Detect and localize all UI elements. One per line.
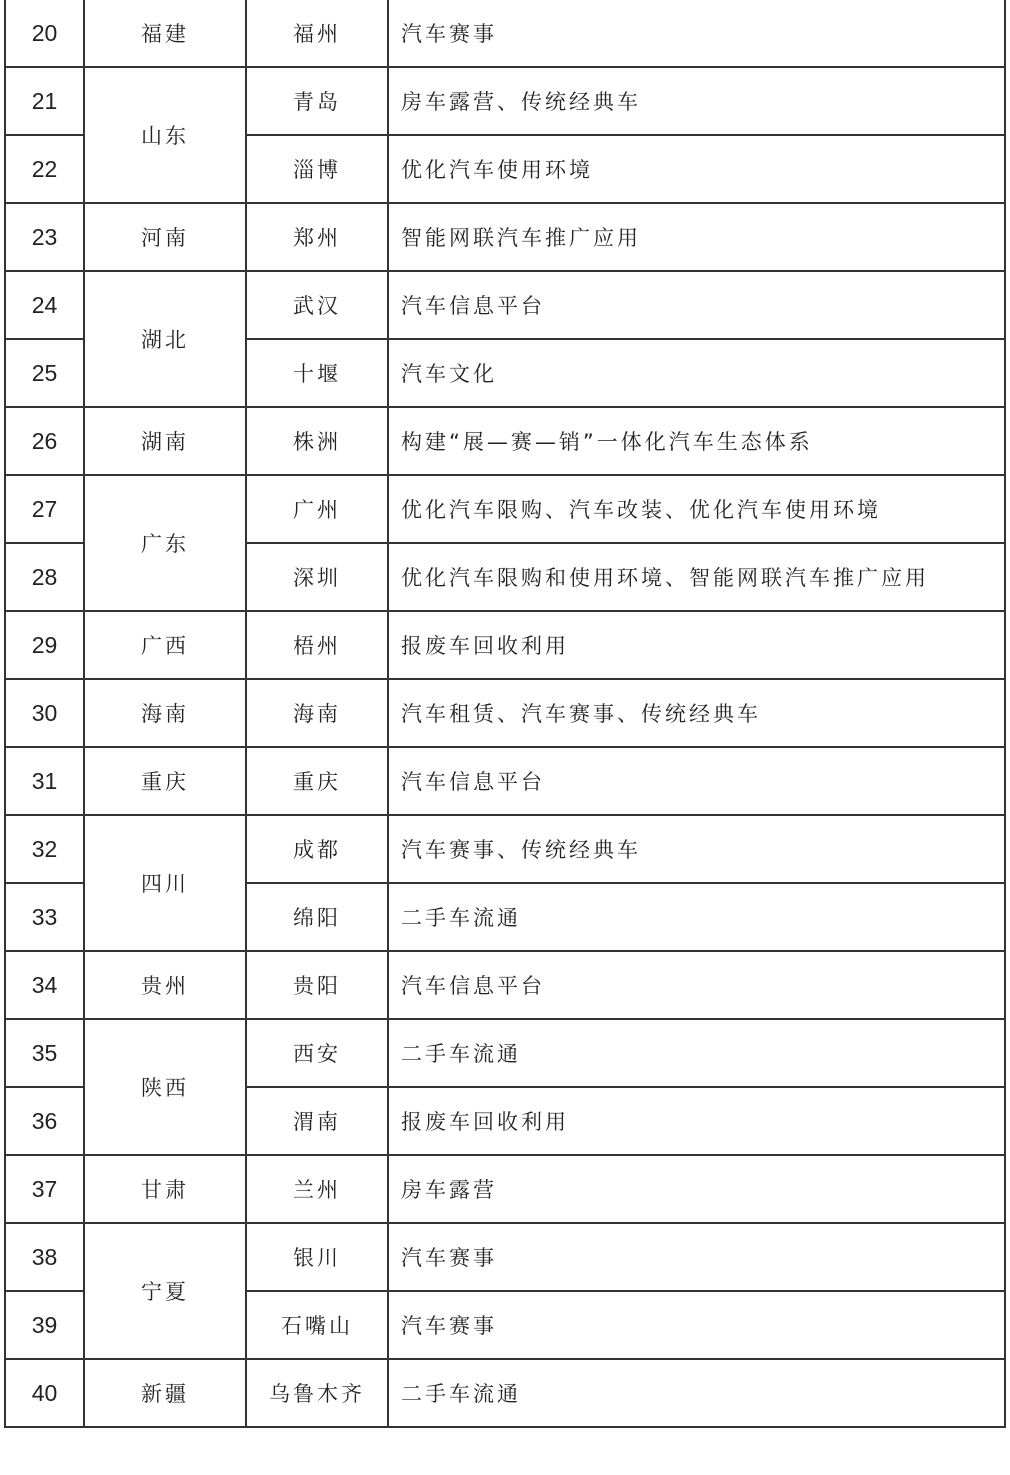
pilot-content-cell: 二手车流通 [388, 1019, 1005, 1087]
pilot-content-cell: 优化汽车限购和使用环境、智能网联汽车推广应用 [388, 543, 1005, 611]
province-cell: 山东 [84, 67, 246, 203]
city-cell: 株洲 [246, 407, 388, 475]
province-cell: 新疆 [84, 1359, 246, 1427]
row-number-cell: 40 [5, 1359, 84, 1427]
table-row [5, 1019, 1005, 1087]
city-cell: 福州 [246, 0, 388, 67]
city-cell: 广州 [246, 475, 388, 543]
pilot-content-cell: 二手车流通 [388, 1359, 1005, 1427]
row-number-cell: 33 [5, 883, 84, 951]
pilot-content-cell: 汽车信息平台 [388, 951, 1005, 1019]
pilot-content-cell: 汽车信息平台 [388, 271, 1005, 339]
city-cell: 贵阳 [246, 951, 388, 1019]
table-row [5, 0, 1005, 67]
pilot-content-cell: 房车露营 [388, 1155, 1005, 1223]
city-cell: 武汉 [246, 271, 388, 339]
city-cell: 渭南 [246, 1087, 388, 1155]
row-number-cell: 20 [5, 0, 84, 67]
table-row [5, 951, 1005, 1019]
row-number-cell: 32 [5, 815, 84, 883]
city-cell: 乌鲁木齐 [246, 1359, 388, 1427]
row-number-cell: 38 [5, 1223, 84, 1291]
province-cell: 福建 [84, 0, 246, 67]
pilot-content-cell: 汽车信息平台 [388, 747, 1005, 815]
row-number-cell: 34 [5, 951, 84, 1019]
city-cell: 十堰 [246, 339, 388, 407]
pilot-content-cell: 智能网联汽车推广应用 [388, 203, 1005, 271]
pilot-content-cell: 二手车流通 [388, 883, 1005, 951]
table-row [5, 747, 1005, 815]
row-number-cell: 35 [5, 1019, 84, 1087]
city-cell: 绵阳 [246, 883, 388, 951]
row-number-cell: 37 [5, 1155, 84, 1223]
table-row [5, 611, 1005, 679]
pilot-content-cell: 优化汽车使用环境 [388, 135, 1005, 203]
pilot-content-cell: 汽车赛事 [388, 1291, 1005, 1359]
province-cell: 重庆 [84, 747, 246, 815]
row-number-cell: 31 [5, 747, 84, 815]
province-cell: 河南 [84, 203, 246, 271]
row-number-cell: 26 [5, 407, 84, 475]
province-cell: 海南 [84, 679, 246, 747]
table-row [5, 475, 1005, 543]
pilot-cities-table [4, 0, 1006, 1428]
pilot-content-cell: 报废车回收利用 [388, 1087, 1005, 1155]
row-number-cell: 25 [5, 339, 84, 407]
province-cell: 贵州 [84, 951, 246, 1019]
province-cell: 宁夏 [84, 1223, 246, 1359]
row-number-cell: 27 [5, 475, 84, 543]
province-cell: 陕西 [84, 1019, 246, 1155]
table-row [5, 203, 1005, 271]
table-row [5, 407, 1005, 475]
city-cell: 重庆 [246, 747, 388, 815]
pilot-content-cell: 汽车文化 [388, 339, 1005, 407]
pilot-content-cell: 构建“展—赛—销”一体化汽车生态体系 [388, 407, 1005, 475]
city-cell: 梧州 [246, 611, 388, 679]
table-row [5, 1359, 1005, 1427]
province-cell: 湖北 [84, 271, 246, 407]
city-cell: 成都 [246, 815, 388, 883]
pilot-content-cell: 报废车回收利用 [388, 611, 1005, 679]
province-cell: 广西 [84, 611, 246, 679]
row-number-cell: 22 [5, 135, 84, 203]
province-cell: 四川 [84, 815, 246, 951]
table-row [5, 67, 1005, 135]
row-number-cell: 30 [5, 679, 84, 747]
row-number-cell: 24 [5, 271, 84, 339]
row-number-cell: 28 [5, 543, 84, 611]
pilot-content-cell: 汽车赛事 [388, 1223, 1005, 1291]
table-row [5, 271, 1005, 339]
city-cell: 石嘴山 [246, 1291, 388, 1359]
pilot-content-cell: 房车露营、传统经典车 [388, 67, 1005, 135]
row-number-cell: 36 [5, 1087, 84, 1155]
row-number-cell: 21 [5, 67, 84, 135]
table-row [5, 1155, 1005, 1223]
city-cell: 银川 [246, 1223, 388, 1291]
pilot-content-cell: 汽车赛事、传统经典车 [388, 815, 1005, 883]
city-cell: 郑州 [246, 203, 388, 271]
row-number-cell: 29 [5, 611, 84, 679]
row-number-cell: 39 [5, 1291, 84, 1359]
province-cell: 湖南 [84, 407, 246, 475]
table-row [5, 1223, 1005, 1291]
row-number-cell: 23 [5, 203, 84, 271]
province-cell: 甘肃 [84, 1155, 246, 1223]
table-row [5, 815, 1005, 883]
city-cell: 兰州 [246, 1155, 388, 1223]
city-cell: 淄博 [246, 135, 388, 203]
table-row [5, 679, 1005, 747]
table-body [5, 0, 1005, 1427]
city-cell: 海南 [246, 679, 388, 747]
city-cell: 西安 [246, 1019, 388, 1087]
city-cell: 深圳 [246, 543, 388, 611]
pilot-content-cell: 汽车赛事 [388, 0, 1005, 67]
pilot-content-cell: 优化汽车限购、汽车改装、优化汽车使用环境 [388, 475, 1005, 543]
pilot-content-cell: 汽车租赁、汽车赛事、传统经典车 [388, 679, 1005, 747]
province-cell: 广东 [84, 475, 246, 611]
city-cell: 青岛 [246, 67, 388, 135]
